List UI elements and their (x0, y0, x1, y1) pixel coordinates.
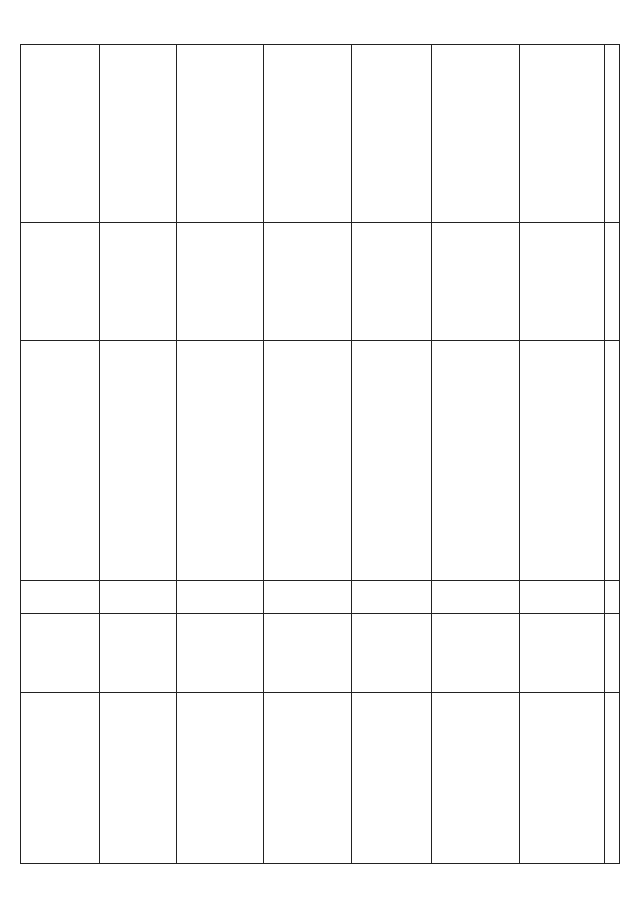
table-divider (20, 692, 620, 693)
table-divider (351, 44, 352, 864)
table-divider (431, 44, 432, 864)
table-divider (263, 44, 264, 864)
table-divider (20, 340, 620, 341)
table-frame (20, 44, 620, 864)
table-divider (604, 44, 605, 864)
table-divider (176, 44, 177, 864)
table-divider (20, 613, 620, 614)
table-divider (20, 580, 620, 581)
table-divider (519, 44, 520, 864)
table-divider (20, 222, 620, 223)
table-divider (99, 44, 100, 864)
